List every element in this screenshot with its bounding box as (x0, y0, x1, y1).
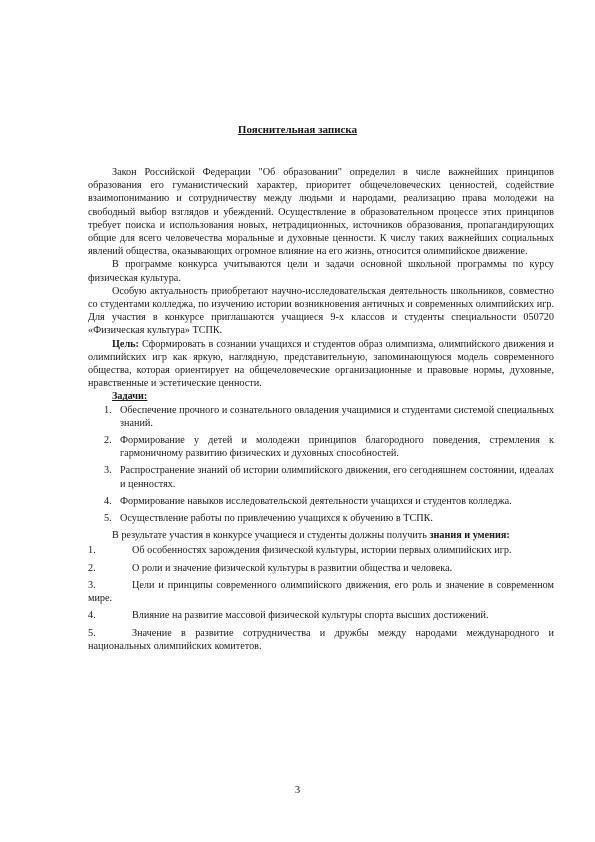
tasks-heading-text: Задачи: (112, 391, 148, 403)
task-number: 5. (104, 513, 112, 525)
goal-paragraph (88, 338, 554, 391)
result-item (88, 579, 554, 605)
goal-label: Цель: (112, 338, 139, 350)
task-item (88, 434, 554, 460)
program-paragraph: В программе конкурса учитываются цели и задачи основной школьной программы по курсу физическая культура. (88, 259, 554, 284)
task-number: 4. (104, 495, 112, 507)
results-intro (88, 529, 554, 542)
task-text: Распространение знаний об истории олимпийского движения, его сегодняшнем состоянии, идеалах и ценностях. (120, 465, 554, 490)
result-text: Цели и принципы современного олимпийского движения, его роль и значение в современном мире. (88, 579, 554, 605)
tasks-heading (112, 390, 554, 403)
results-label: знания и умения: (429, 530, 510, 542)
results-list (88, 544, 554, 652)
result-text: О роли и значение физической культуры в развитии общества и человека. (132, 562, 453, 574)
result-text: Влияние на развитие массовой физической культуры спорта высших достижений. (132, 610, 489, 622)
document-title: Пояснительная записка (237, 124, 358, 136)
document-body (88, 166, 554, 657)
task-item (88, 464, 554, 490)
goal-text: Сформировать в сознании учащихся и студентов образ олимпизма, олимпийского движения и олимпийских игр как яркую, наглядную, представительную, запоминающуюся модель современного общества, которая ориентирует на общечеловеческие организационные и правовые нормы, духовные, нравственные и эстетические ценности. (88, 338, 555, 390)
result-item (88, 562, 554, 575)
result-item (88, 544, 554, 557)
task-number: 1. (104, 404, 112, 416)
result-item (88, 627, 554, 653)
task-text: Обеспечение прочного и сознательного овладения учащимися и студентами системой специальных знаний. (120, 404, 554, 429)
results-intro-text: В результате участия в конкурсе учащиеся и студенты должны получить (112, 530, 427, 542)
task-text: Формирование навыков исследовательской деятельности учащихся и студентов колледжа. (120, 495, 512, 507)
task-item (88, 404, 554, 430)
page-number: 3 (294, 785, 301, 796)
task-text: Формирование у детей и молодежи принципов благородного поведения, стремления к гармоничному развитию физических и духовных способностей. (120, 435, 554, 460)
task-number: 3. (104, 465, 112, 477)
result-text: Значение в развитие сотрудничества и дружбы между народами международного и национальных олимпийских комитетов. (88, 627, 554, 652)
task-number: 2. (104, 435, 112, 447)
task-item (88, 495, 554, 508)
result-number: 2. (88, 562, 96, 574)
intro-paragraph: Закон Российской Федерации "Об образовании" определил в числе важнейших принципов образования его гуманистический характер, приоритет общечеловеческих ценностей, содействие взаимопониманию и сотрудничеству между людьми и народами, реализацию права молодежи на свободный выбор взглядов и убеждений. Осуществление в образовательном процессе этих принципов требует поиска и использования новых, нетрадиционных, источников образования, пропагандирующих общие для всего человечества моральные и духовные ценности. К числу таких важнейших социальных явлений общества, оказывающих огромное влияние на его жизнь, относится олимпийское движение. (88, 167, 554, 258)
result-number: 3. (88, 579, 96, 591)
task-item (88, 512, 554, 525)
result-number: 4. (88, 610, 96, 622)
result-number: 5. (88, 627, 96, 639)
result-number: 1. (88, 545, 96, 557)
task-text: Осуществление работы по привлечению учащихся к обучению в ТСПК. (120, 513, 433, 525)
relevance-paragraph: Особую актуальность приобретают научно-исследовательская деятельность школьников, совместно со студентами колледжа, по изучению истории возникновения античных и современных олимпийских игр. Для участия в конкурсе приглашаются учащиеся 9-х классов и студенты специальности 050720 «Физическая культура» ТСПК. (88, 285, 554, 337)
result-text: Об особенностях зарождения физической культуры, истории первых олимпийских игр. (132, 545, 512, 557)
result-item (88, 609, 554, 622)
tasks-list (88, 404, 554, 526)
